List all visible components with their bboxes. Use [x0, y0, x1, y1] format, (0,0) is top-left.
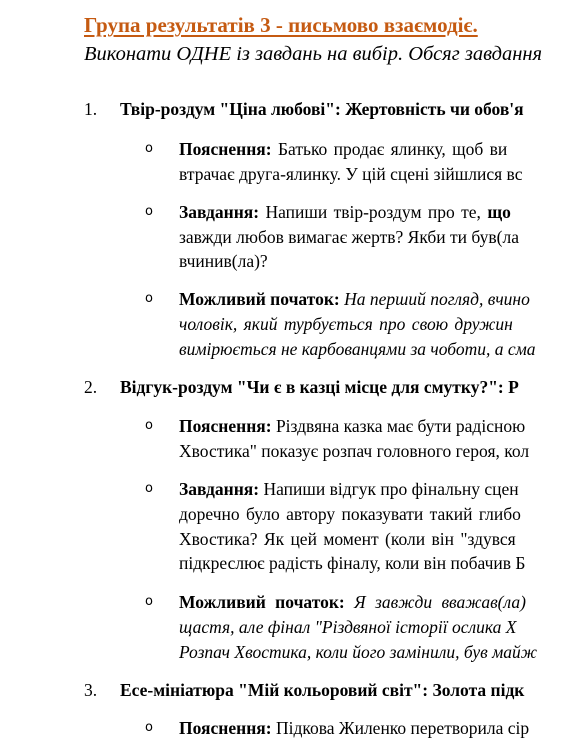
assignment-text: Напиши твір-роздум про те, — [265, 202, 481, 222]
explanation-line — [179, 414, 525, 438]
explanation-text: Різдвяна казка має бути радісною — [275, 416, 526, 436]
start-line: Розпач Хвостика, коли його замінили, був майж — [179, 642, 538, 662]
section-heading: Група результатів 3 - письмово взаємодіє. — [84, 13, 478, 37]
task-number: 1. — [84, 99, 98, 119]
assignment-label: Завдання: — [179, 202, 260, 222]
assignment-line — [179, 477, 519, 501]
assignment-line — [179, 200, 511, 224]
task-title: Есе-мініатюра "Мій кольоровий світ": Золота підк — [120, 680, 525, 700]
start-line: щастя, але фінал "Різдвяної історії ослика Х — [179, 617, 517, 637]
start-line: чоловік, який турбується про свою дружин — [179, 314, 513, 334]
assignment-line: підкреслює радість фіналу, коли він побачив Б — [179, 553, 526, 573]
assignment-line: доречно було автору показувати такий глибо — [179, 504, 521, 524]
explanation-label: Пояснення: — [179, 416, 272, 436]
task-title: Відгук-роздум "Чи є в казці місце для смутку?": Р — [120, 377, 519, 397]
assignment-text: Напиши відгук про фінальну сцен — [263, 479, 519, 499]
assignment-line: вчинив(ла)? — [179, 251, 268, 271]
task-number: 3. — [84, 680, 98, 700]
bullet-icon: o — [145, 594, 153, 609]
bullet-icon: o — [145, 291, 153, 306]
explanation-line — [179, 716, 529, 738]
assignment-line: Хвостика? Як цей момент (коли він "здувся — [179, 529, 516, 549]
task-title: Твір-роздум "Ціна любові": Жертовність чи обов'я — [120, 99, 524, 119]
explanation-label: Пояснення: — [179, 718, 272, 738]
explanation-line: втрачає друга-ялинку. У цій сцені зійшлися вс — [179, 164, 523, 184]
task-number: 2. — [84, 377, 98, 397]
bullet-icon: o — [145, 481, 153, 496]
explanation-label: Пояснення: — [179, 139, 272, 159]
start-text: Я завжди вважав(ла) — [354, 592, 526, 612]
start-label: Можливий початок: — [179, 289, 340, 309]
bullet-icon: o — [145, 720, 153, 735]
assignment-label: Завдання: — [179, 479, 260, 499]
assignment-line: завжди любов вимагає жертв? Якби ти був(ла — [179, 227, 520, 247]
bullet-icon: o — [145, 418, 153, 433]
start-line: вимірюється не карбованцями за чоботи, а сма — [179, 339, 536, 359]
instructions-text: Виконати ОДНЕ із завдань на вибір. Обсяг завдання — [84, 43, 543, 65]
start-line — [179, 590, 526, 614]
explanation-text: Батько продає ялинку, щоб ви — [277, 139, 508, 159]
bullet-icon: o — [145, 141, 153, 156]
start-text: На перший погляд, вчино — [344, 289, 530, 309]
explanation-line — [179, 137, 507, 161]
bullet-icon: o — [145, 204, 153, 219]
start-label: Можливий початок: — [179, 592, 345, 612]
start-line — [179, 287, 530, 311]
assignment-emphasis: що — [487, 202, 511, 222]
explanation-line: Хвостика" показує розпач головного героя, кол — [179, 441, 530, 461]
explanation-text: Підкова Жиленко перетворила сір — [275, 718, 530, 738]
